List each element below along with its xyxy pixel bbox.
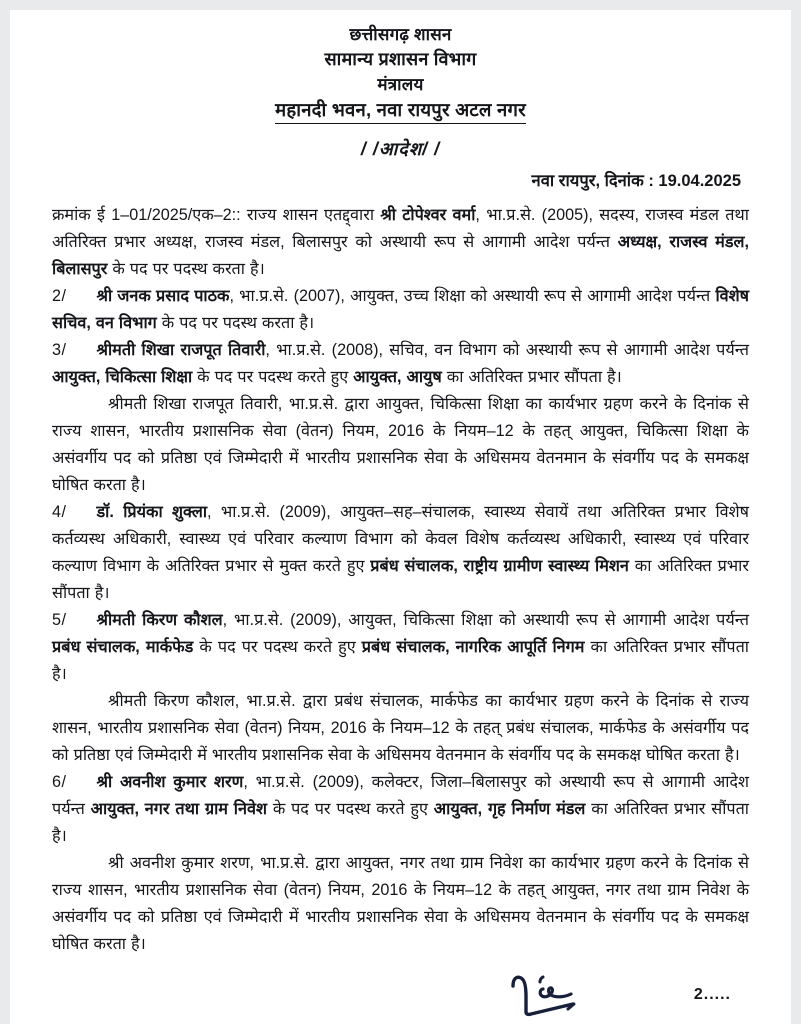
para-3-note	[52, 391, 749, 499]
para-5-run-3: के पद पर पदस्थ करते हुए	[193, 638, 362, 656]
letterhead-line-ministry: मंत्रालय	[377, 75, 424, 94]
para-4-number: 4/	[52, 503, 67, 521]
para-3-number: 3/	[52, 341, 67, 359]
para-1-run-0: क्रमांक ई 1–01/2025/एक–2::	[52, 206, 241, 224]
para-5-run-0: श्रीमती किरण कौशल	[96, 611, 223, 629]
para-4-run-0: डॉ. प्रियंका शुक्ला	[96, 503, 208, 521]
para-5-run-5: का अतिरिक्त प्रभार सौंपता है।	[52, 638, 749, 683]
para-3-run-5: का अतिरिक्त प्रभार सौंपता है।	[441, 368, 622, 386]
para-6-number: 6/	[52, 773, 67, 791]
document-body	[52, 202, 749, 958]
para-6-run-0: श्री अवनीश कुमार शरण	[96, 773, 244, 791]
para-4-run-3: का अतिरिक्त प्रभार सौंपता है।	[52, 557, 749, 602]
para-6-run-4: आयुक्त, गृह निर्माण मंडल	[433, 800, 586, 818]
para-2-run-3: के पद पर पदस्थ करता है।	[156, 314, 315, 332]
para-6-run-5: का अतिरिक्त प्रभार सौंपता है।	[52, 800, 749, 845]
para-1-run-1: राज्य शासन एतद्द्वारा	[240, 206, 381, 224]
para-3-run-0: श्रीमती शिखा राजपूत तिवारी	[96, 341, 266, 359]
para-5-run-4: प्रबंध संचालक, नागरिक आपूर्ति निगम	[361, 638, 585, 656]
signature-icon	[507, 968, 627, 1020]
para-6	[52, 769, 749, 850]
para-3-run-4: आयुक्त, आयुष	[353, 368, 442, 386]
para-6-note-run-0: श्री अवनीश कुमार शरण, भा.प्र.से. द्वारा आयुक्त, नगर तथा ग्राम निवेश का कार्यभार ग्रहण करने के दिनांक से राज्य शासन, भारतीय प्रशासनिक सेवा (वेतन) नियम, 2016 के नियम–12 के तहत् आयुक्त, नगर तथा ग्राम निवेश के असंवर्गीय पद को प्रतिष्ठा एवं जिम्मेदारी में भारतीय प्रशासनिक सेवा के अधिसमय वेतनमान के संवर्गीय पद के समकक्ष घोषित करता है।	[52, 854, 749, 953]
para-2-run-0: श्री जनक प्रसाद पाठक	[96, 287, 230, 305]
order-heading: / /आदेश/ /	[360, 139, 441, 159]
para-5-run-1: , भा.प्र.से. (2009), आयुक्त, चिकित्सा शिक्षा को अस्थायी रूप से आगामी आदेश पर्यन्त	[222, 611, 749, 629]
dateline: नवा रायपुर, दिनांक : 19.04.2025	[531, 172, 741, 190]
para-3	[52, 337, 749, 391]
para-4	[52, 499, 749, 607]
document-page	[10, 10, 791, 1024]
para-6-note	[52, 850, 749, 958]
para-6-run-3: के पद पर पदस्थ करते हुए	[266, 800, 434, 818]
para-1	[52, 202, 749, 283]
para-1-run-2: श्री टोपेश्वर वर्मा	[380, 206, 476, 224]
para-3-run-3: के पद पर पदस्थ करते हुए	[192, 368, 354, 386]
para-1-run-3: , भा.प्र.से. (2005), सदस्य, राजस्व मंडल तथा अतिरिक्त प्रभार अध्यक्ष, राजस्व मंडल, बिलासपुर को अस्थायी रूप से आगामी आदेश पर्यन्त	[52, 206, 749, 251]
para-5-note	[52, 688, 749, 769]
letterhead-line-address: महानदी भवन, नवा रायपुर अटल नगर	[275, 97, 526, 124]
letterhead-line-address-wrap	[52, 97, 749, 124]
para-2-run-2: विशेष सचिव, वन विभाग	[52, 287, 750, 332]
para-3-note-run-0: श्रीमती शिखा राजपूत तिवारी, भा.प्र.से. द्वारा आयुक्त, चिकित्सा शिक्षा का कार्यभार ग्रहण करने के दिनांक से राज्य शासन, भारतीय प्रशासनिक सेवा (वेतन) नियम, 2016 के नियम–12 के तहत् आयुक्त, चिकित्सा शिक्षा के असंवर्गीय पद को प्रतिष्ठा एवं जिम्मेदारी में भारतीय प्रशासनिक सेवा के अधिसमय वेतनमान के संवर्गीय पद के समकक्ष घोषित करता है।	[52, 395, 749, 494]
letterhead-line-department: सामान्य प्रशासन विभाग	[324, 49, 477, 69]
para-3-run-1: , भा.प्र.से. (2008), सचिव, वन विभाग को अस्थायी रूप से आगामी आदेश पर्यन्त	[265, 341, 749, 359]
para-1-run-5: के पद पर पदस्थ करता है।	[107, 260, 265, 278]
para-2-run-1: , भा.प्र.से. (2007), आयुक्त, उच्च शिक्षा को अस्थायी रूप से आगामी आदेश पर्यन्त	[229, 287, 716, 305]
para-6-run-1: , भा.प्र.से. (2009), कलेक्टर, जिला–बिलासपुर को अस्थायी रूप से आगामी आदेश पर्यन्त	[52, 773, 749, 818]
para-2-number: 2/	[52, 287, 67, 305]
para-4-run-1: , भा.प्र.से. (2009), आयुक्त–सह–संचालक, स्वास्थ्य सेवायें तथा अतिरिक्त प्रभार विशेष कर्तव्यस्थ अधिकारी, स्वास्थ्य एवं परिवार कल्याण विभाग को केवल विशेष कर्तव्यस्थ अधिकारी, स्वास्थ्य एवं परिवार कल्याण विभाग के अतिरिक्त प्रभार से मुक्त करते हुए	[52, 503, 750, 575]
para-5-run-2: प्रबंध संचालक, मार्कफेड	[52, 638, 194, 656]
letterhead-line-state: छत्तीसगढ़ शासन	[349, 25, 452, 44]
para-3-run-2: आयुक्त, चिकित्सा शिक्षा	[52, 368, 193, 386]
para-5	[52, 607, 749, 688]
para-6-run-2: आयुक्त, नगर तथा ग्राम निवेश	[90, 800, 267, 818]
para-1-run-4: अध्यक्ष, राजस्व मंडल, बिलासपुर	[52, 233, 749, 278]
document-footer	[52, 964, 749, 1022]
para-4-run-2: प्रबंध संचालक, राष्ट्रीय ग्रामीण स्वास्थ्य मिशन	[370, 557, 629, 575]
para-2	[52, 283, 749, 337]
para-5-number: 5/	[52, 611, 67, 629]
letterhead	[52, 22, 749, 124]
para-5-note-run-0: श्रीमती किरण कौशल, भा.प्र.से. द्वारा प्रबंध संचालक, मार्कफेड का कार्यभार ग्रहण करने के दिनांक से राज्य शासन, भारतीय प्रशासनिक सेवा (वेतन) नियम, 2016 के नियम–12 के तहत् प्रबंध संचालक, मार्कफेड के असंवर्गीय पद को प्रतिष्ठा एवं जिम्मेदारी में भारतीय प्रशासनिक सेवा के अधिसमय वेतनमान के संवर्गीय पद के समकक्ष घोषित करता है।	[52, 692, 749, 764]
page-continuation: 2.....	[693, 986, 731, 1003]
